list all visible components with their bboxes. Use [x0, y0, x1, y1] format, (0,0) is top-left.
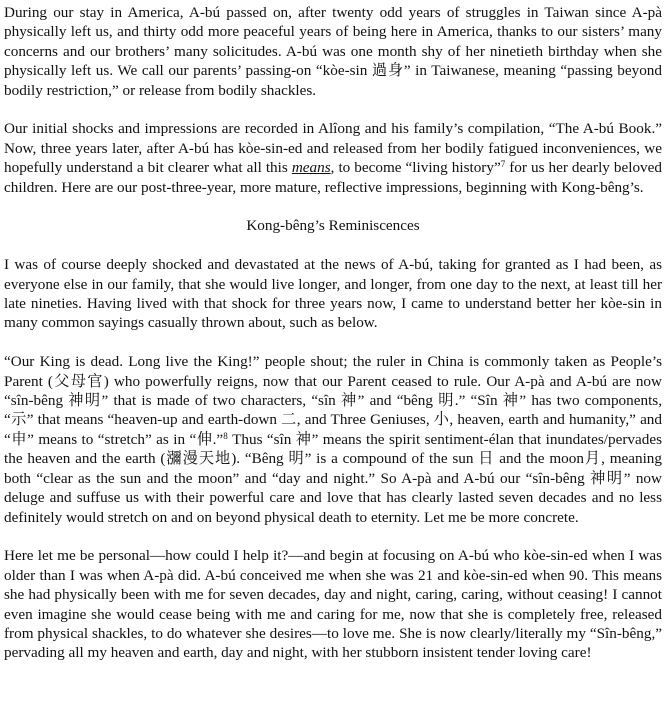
paragraph-text: “Our King is dead. Long live the King!” people shout; the ruler in China is commonly taken as People’s Parent (父母官) who powerfully reigns, now that our Parent ceased to rule. Our A-pà and A-bú are now “sîn-bêng 神明” that is made of two characters, “sîn 神” and “bêng 明.” “Sîn 神” has two components, “示” that means “heaven-up and earth-down 二, and Three Geniuses, 小, heaven, earth and humanity,” and “申” means to “stretch” as in “伸.” — [4, 353, 662, 448]
emphasized-word: means — [291, 159, 331, 177]
paragraph-text: Here let me be personal—how could I help it?—and begin at focusing on A-bú who kòe-sin-ed when I was older than I was when A-pà did. A-bú conceived me when she was 21 and kòe-sin-ed when 90. This means she had physically been with me for seven decades, day and night, caring, caring, without ceasing! I cannot even imagine she would cease being with me and caring for me, now that she is completely free, released from physical shackles, to do whatever she desires—to love me. She is now clearly/literally my “Sîn-bêng,” pervading all my heaven and earth, day and night, with her stubborn insistent tender loving care! — [4, 547, 662, 662]
paragraph-text: Our initial shocks and impressions are recorded in Alîong and his family’s compilation, “The A-bú Book.” Now, three years later, after A-bú has kòe-sin-ed and released from her bodily fatigued inconveniences, we hopefully understand a bit clearer what all this — [4, 120, 662, 177]
paragraph-text: I was of course deeply shocked and devastated at the news of A-bú, taking for granted as I had been, as everyone else in our family, that she would live longer, and longer, from one day to the next, at least till her late nineties. Having lived with that shock for three years now, I came to understand better her kòe-sin in many common sayings casually thrown about, such as below. — [4, 256, 662, 332]
paragraph-sin-beng — [4, 352, 662, 527]
paragraph-personal — [4, 546, 662, 662]
footnote-marker: 7 — [500, 159, 506, 170]
paragraph-text: Thus “sîn 神” means the spirit sentiment-élan that inundates/pervades the heaven and the earth (瀰漫天地). “Bêng 明” is a compound of the sun 日 and the moon月, meaning both “clear as the sun and the moon” and “day and night.” So A-pà and A-bú our “sîn-bêng 神明” now deluge and suffuse us with their powerful care and love that has clearly lasted seven decades and no less definitely would stretch on and on beyond physical death to eternity. Let me be more concrete. — [4, 430, 662, 526]
paragraph-passing-on — [4, 3, 662, 100]
paragraph-shock — [4, 255, 662, 333]
footnote-marker: 8 — [223, 430, 228, 441]
paragraph-text: for us her dearly beloved children. Here are our post-three-year, more mature, reflective impressions, beginning with Kong-bêng’s. — [4, 159, 662, 196]
section-heading: Kong-bêng’s Reminiscences — [246, 217, 420, 235]
paragraph-text: , to become “living history” — [330, 159, 501, 177]
paragraph-initial-impressions — [4, 119, 662, 197]
paragraph-text: During our stay in America, A-bú passed on, after twenty odd years of struggles in Taiwan since A-pà physically left us, and thirty odd more peaceful years of being here in America, thanks to our sisters’ many concerns and our brothers’ many solicitudes. A-bú was one month shy of her ninetieth birthday when she physically left us. We call our parents’ passing-on “kòe-sin 過身” in Taiwanese, meaning “passing beyond bodily restriction,” or release from bodily shackles. — [4, 4, 662, 99]
